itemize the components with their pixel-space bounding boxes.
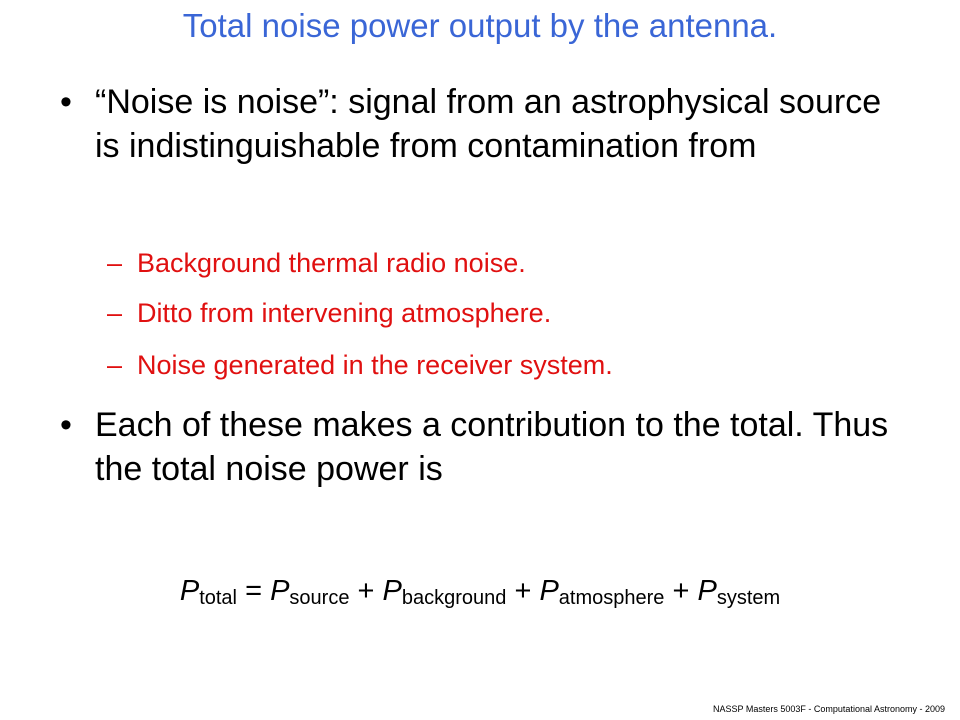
equation-symbol: P [697, 575, 717, 607]
slide-footer: NASSP Masters 5003F - Computational Astronomy - 2009 [713, 704, 945, 714]
sub-bullet-marker: – [107, 350, 123, 380]
bullet-marker: • [60, 406, 72, 444]
sub-bullet-background [107, 247, 526, 279]
sub-bullet-receiver [107, 349, 613, 381]
equation-subscript: background [401, 587, 507, 609]
equation-subscript: source [289, 587, 350, 609]
equation-symbol: P [382, 575, 402, 607]
bullet-text: “Noise is noise”: signal from an astrophysical source is indistinguishable from contamination from [95, 83, 882, 165]
bullet-text: Each of these makes a contribution to the total. Thus the total noise power is [95, 406, 889, 488]
equation-symbol: P [539, 575, 559, 607]
sub-bullet-text: Noise generated in the receiver system. [137, 350, 613, 380]
slide-title: Total noise power output by the antenna. [182, 7, 778, 44]
equation-subscript: total [199, 587, 237, 609]
sub-bullet-atmosphere [107, 297, 551, 329]
sub-bullet-text: Background thermal radio noise. [137, 248, 526, 278]
noise-power-equation [0, 575, 960, 608]
equation-subscript: atmosphere [558, 587, 665, 609]
bullet-noise-is-noise [60, 80, 910, 168]
equation-subscript: system [716, 587, 781, 609]
equation-plus: + [357, 575, 375, 607]
bullet-marker: • [60, 83, 72, 121]
equation-symbol: P [179, 575, 200, 607]
sub-bullet-marker: – [107, 248, 123, 278]
sub-bullet-marker: – [107, 298, 123, 328]
equation-plus: + [672, 575, 690, 607]
equation-equals: = [245, 575, 262, 607]
sub-bullet-text: Ditto from intervening atmosphere. [137, 298, 552, 328]
equation-plus: + [514, 575, 532, 607]
bullet-contribution [60, 403, 910, 491]
equation-symbol: P [270, 575, 290, 607]
